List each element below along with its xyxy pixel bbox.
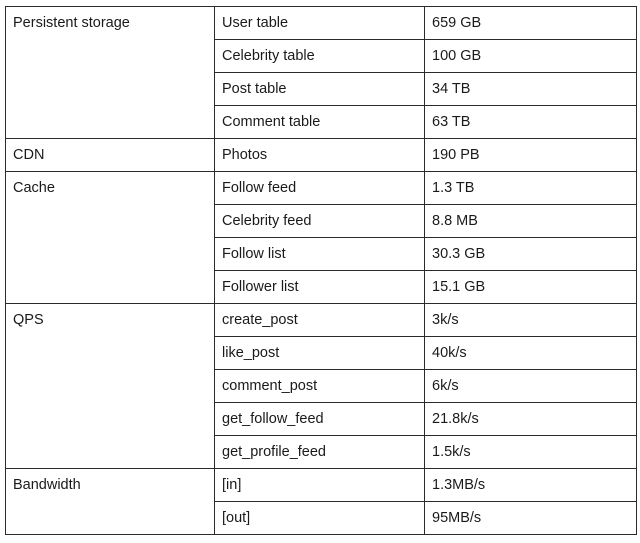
item-cell: Follow feed <box>215 172 425 205</box>
value-cell: 659 GB <box>425 7 637 40</box>
item-cell: Follow list <box>215 238 425 271</box>
value-cell: 40k/s <box>425 337 637 370</box>
value-cell: 21.8k/s <box>425 403 637 436</box>
item-cell: Comment table <box>215 106 425 139</box>
value-cell: 3k/s <box>425 304 637 337</box>
category-cell: Persistent storage <box>6 7 215 139</box>
table-row <box>6 139 637 172</box>
item-cell: Follower list <box>215 271 425 304</box>
item-cell: get_profile_feed <box>215 436 425 469</box>
item-cell: Post table <box>215 73 425 106</box>
item-cell: Celebrity table <box>215 40 425 73</box>
value-cell: 190 PB <box>425 139 637 172</box>
value-cell: 34 TB <box>425 73 637 106</box>
item-cell: Celebrity feed <box>215 205 425 238</box>
table-body <box>6 7 637 535</box>
table-row <box>6 304 637 337</box>
capacity-estimate-table <box>5 6 637 535</box>
value-cell: 15.1 GB <box>425 271 637 304</box>
item-cell: User table <box>215 7 425 40</box>
item-cell: comment_post <box>215 370 425 403</box>
value-cell: 95MB/s <box>425 502 637 535</box>
item-cell: create_post <box>215 304 425 337</box>
value-cell: 6k/s <box>425 370 637 403</box>
value-cell: 1.3MB/s <box>425 469 637 502</box>
value-cell: 1.3 TB <box>425 172 637 205</box>
item-cell: get_follow_feed <box>215 403 425 436</box>
table-row <box>6 7 637 40</box>
value-cell: 8.8 MB <box>425 205 637 238</box>
category-cell: CDN <box>6 139 215 172</box>
item-cell: Photos <box>215 139 425 172</box>
item-cell: like_post <box>215 337 425 370</box>
category-cell: Cache <box>6 172 215 304</box>
category-cell: QPS <box>6 304 215 469</box>
item-cell: [out] <box>215 502 425 535</box>
value-cell: 1.5k/s <box>425 436 637 469</box>
value-cell: 100 GB <box>425 40 637 73</box>
category-cell: Bandwidth <box>6 469 215 535</box>
value-cell: 63 TB <box>425 106 637 139</box>
table-row <box>6 172 637 205</box>
table-row <box>6 469 637 502</box>
value-cell: 30.3 GB <box>425 238 637 271</box>
item-cell: [in] <box>215 469 425 502</box>
